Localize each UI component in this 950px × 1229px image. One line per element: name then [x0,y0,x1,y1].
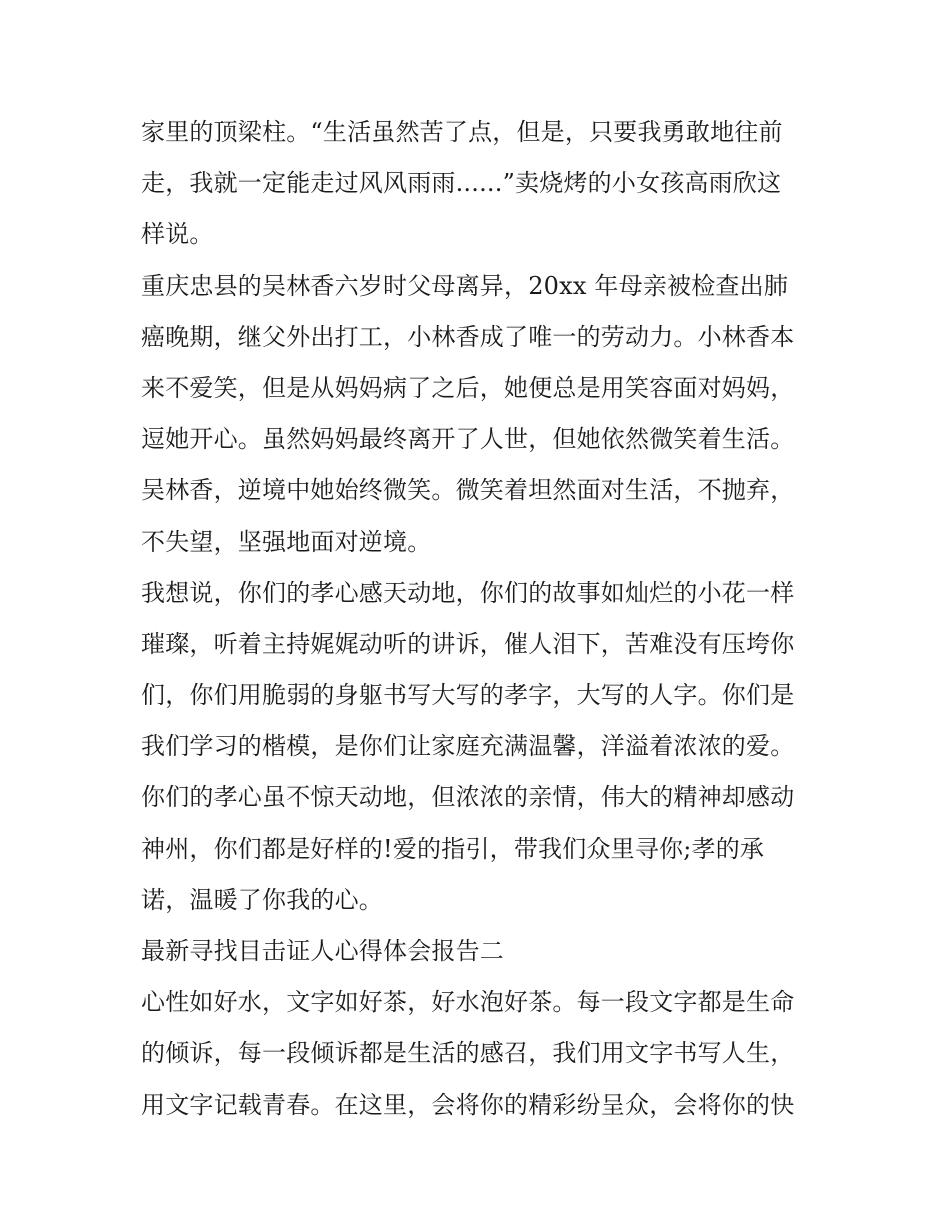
text-line: 样说。 [141,220,214,249]
text-line: 不失望，坚强地面对逆境。 [141,527,432,556]
text-line: 家里的顶梁柱。“生活虽然苦了点，但是，只要我勇敢地往前 [141,118,783,146]
text-line: 来不爱笑，但是从妈妈病了之后，她便总是用笑容面对妈妈， [141,373,795,402]
text-line: 吴林香，逆境中她始终微笑。微笑着坦然面对生活，不抛弃， [141,476,795,505]
document-body [141,107,816,1131]
text-line: 诺，温暖了你我的心。 [141,885,383,914]
section-heading: 最新寻找目击证人心得体会报告二 [141,937,504,965]
text-line: 心性如好水，文字如好茶，好水泡好茶。每一段文字都是生命 [141,988,795,1017]
text-line: 璀璨，听着主持娓娓动听的讲诉，催人泪下，苦难没有压垮你 [141,629,795,658]
text-line: 我们学习的楷模，是你们让家庭充满温馨，洋溢着浓浓的爱。 [141,732,795,761]
text-line: 我想说，你们的孝心感天动地，你们的故事如灿烂的小花一样 [141,578,795,607]
text-line: 你们的孝心虽不惊天动地，但浓浓的亲情，伟大的精神却感动 [141,783,795,812]
text-line: 走，我就一定能走过风风雨雨......”卖烧烤的小女孩高雨欣这 [141,169,782,198]
text-line: 用文字记载青春。在这里，会将你的精彩纷呈众，会将你的快 [141,1090,795,1119]
text-line: 癌晚期，继父外出打工，小林香成了唯一的劳动力。小林香本 [141,322,795,351]
text-line: 们，你们用脆弱的身躯书写大写的孝字，大写的人字。你们是 [141,681,795,710]
text-line: 重庆忠县的吴林香六岁时父母离异，20xx 年母亲被检查出肺 [141,271,789,300]
text-line: 神州，你们都是好样的!爱的指引，带我们众里寻你;孝的承 [141,834,765,863]
text-line: 的倾诉，每一段倾诉都是生活的感召，我们用文字书写人生， [141,1039,795,1068]
text-line: 逗她开心。虽然妈妈最终离开了人世，但她依然微笑着生活。 [141,425,795,454]
